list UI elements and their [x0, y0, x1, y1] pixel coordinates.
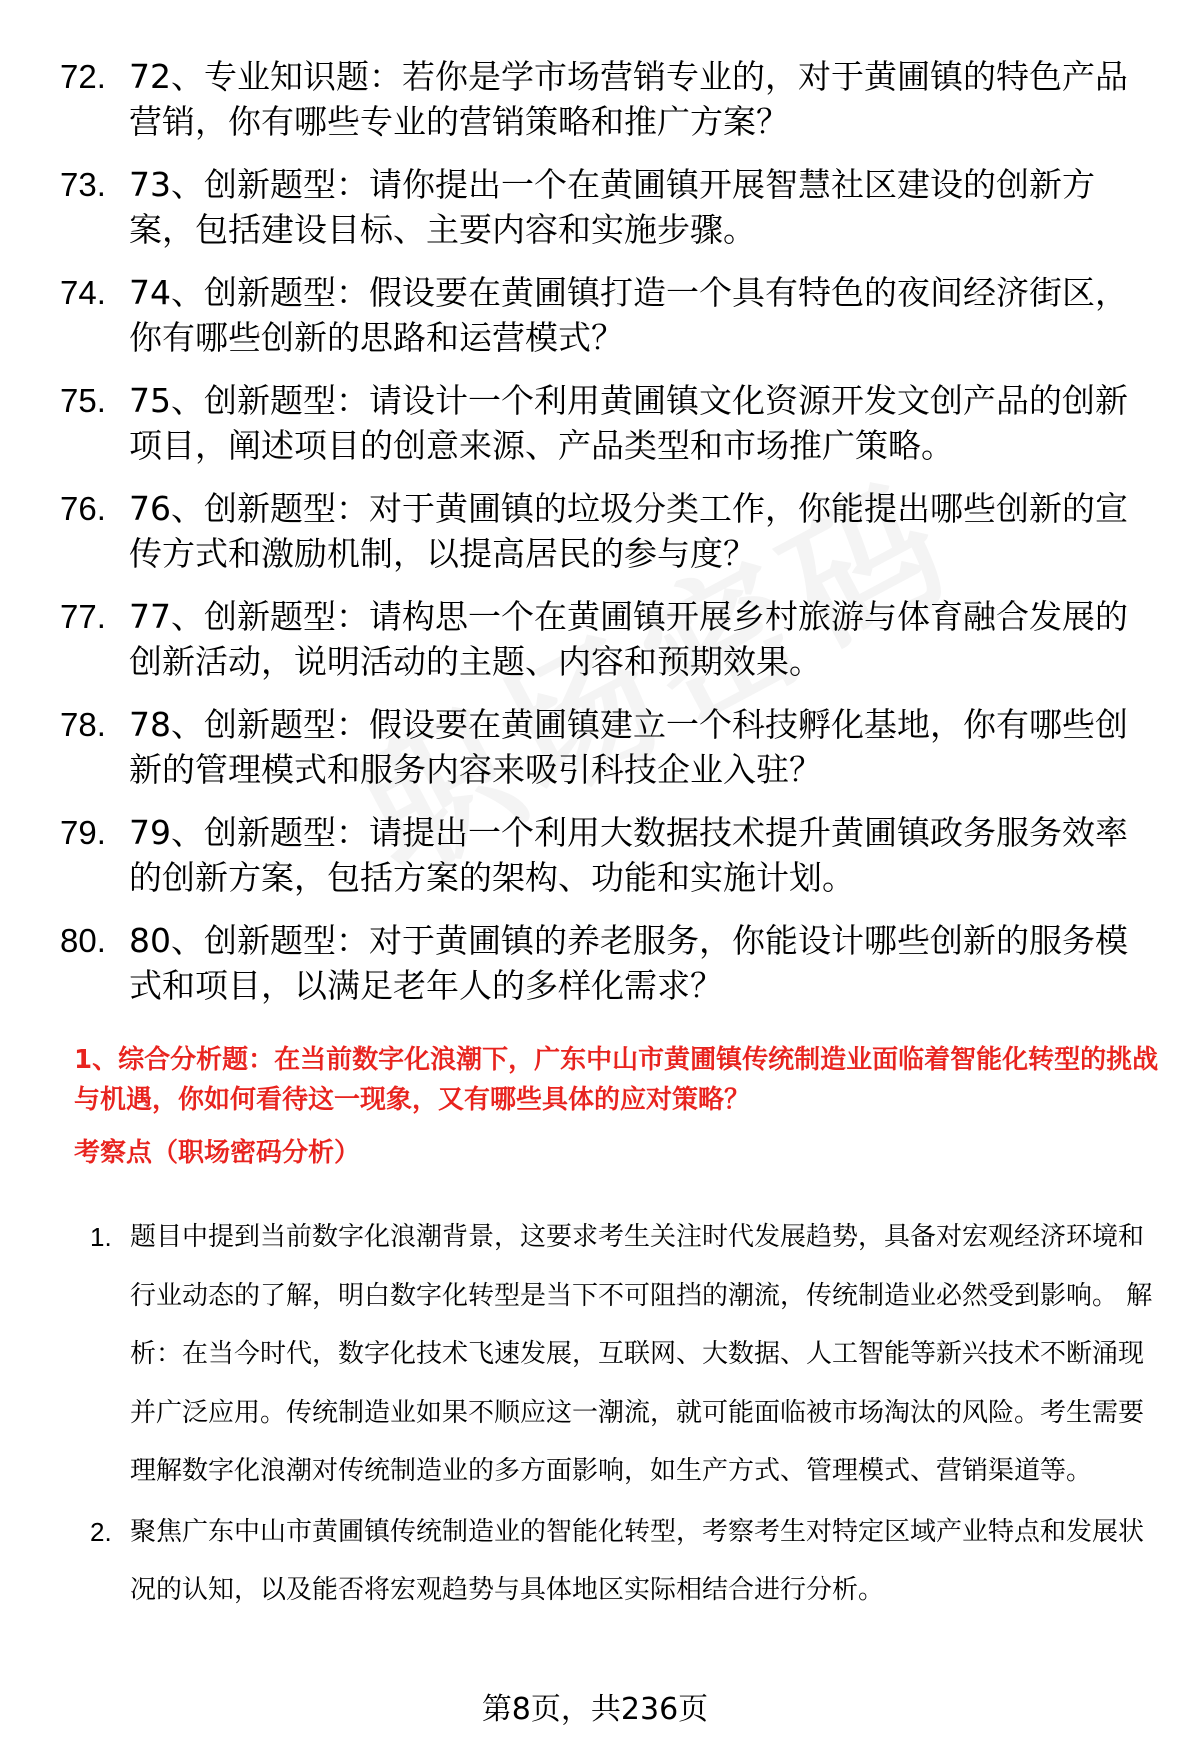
list-item	[60, 162, 1160, 252]
item-number: 77.	[60, 598, 106, 635]
item-text: 聚焦广东中山市黄圃镇传统制造业的智能化转型，考察考生对特定区域产业特点和发展状况的认知，以及能否将宏观趋势与具体地区实际相结合进行分析。	[130, 1516, 1145, 1605]
item-text: 75、创新题型：请设计一个利用黄圃镇文化资源开发文创产品的创新项目，阐述项目的创意来源、产品类型和市场推广策略。	[129, 381, 1128, 465]
list-item	[60, 486, 1160, 576]
item-number: 78.	[60, 706, 106, 743]
item-number: 79.	[60, 814, 106, 851]
list-item	[60, 270, 1160, 360]
list-item	[60, 378, 1160, 468]
list-item	[90, 1503, 1162, 1620]
section-heading: 1、综合分析题：在当前数字化浪潮下，广东中山市黄圃镇传统制造业面临着智能化转型的挑战与机遇，你如何看待这一现象，又有哪些具体的应对策略？	[74, 1045, 1159, 1115]
analysis-list	[90, 1208, 1162, 1622]
item-text: 题目中提到当前数字化浪潮背景，这要求考生关注时代发展趋势，具备对宏观经济环境和行业动态的了解，明白数字化转型是当下不可阻挡的潮流，传统制造业必然受到影响。 解析：在当今时代，数字化技术飞速发展，互联网、大数据、人工智能等新兴技术不断涌现并广泛应用。传统制造业如果不顺应这一潮流，就可能面临被市场淘汰的风险。考生需要理解数字化浪潮对传统制造业的多方面影响，如生产方式、管理模式、营销渠道等。	[130, 1222, 1153, 1486]
list-item	[60, 594, 1160, 684]
item-text: 74、创新题型：假设要在黄圃镇打造一个具有特色的夜间经济街区，你有哪些创新的思路和运营模式？	[129, 273, 1128, 357]
item-number: 80.	[60, 922, 106, 959]
section-subheading: 考察点（职场密码分析）	[74, 1138, 361, 1168]
item-text: 80、创新题型：对于黄圃镇的养老服务，你能设计哪些创新的服务模式和项目，以满足老年人的多样化需求？	[129, 921, 1128, 1005]
list-item	[90, 1208, 1162, 1501]
question-list	[60, 54, 1160, 1026]
item-number: 72.	[60, 58, 106, 95]
list-item	[60, 702, 1160, 792]
list-item	[60, 918, 1160, 1008]
item-number: 73.	[60, 166, 106, 203]
list-item	[60, 810, 1160, 900]
item-number: 1.	[90, 1222, 112, 1252]
item-number: 2.	[90, 1516, 112, 1547]
item-text: 72、专业知识题：若你是学市场营销专业的，对于黄圃镇的特色产品营销，你有哪些专业的营销策略和推广方案？	[129, 57, 1128, 141]
item-text: 77、创新题型：请构思一个在黄圃镇开展乡村旅游与体育融合发展的创新活动，说明活动的主题、内容和预期效果。	[129, 597, 1128, 681]
page-footer: 第8页，共236页	[481, 1692, 709, 1727]
item-text: 73、创新题型：请你提出一个在黄圃镇开展智慧社区建设的创新方案，包括建设目标、主要内容和实施步骤。	[129, 165, 1095, 249]
item-text: 76、创新题型：对于黄圃镇的垃圾分类工作，你能提出哪些创新的宣传方式和激励机制，以提高居民的参与度？	[129, 489, 1128, 573]
item-number: 76.	[60, 490, 106, 527]
item-text: 78、创新题型：假设要在黄圃镇建立一个科技孵化基地，你有哪些创新的管理模式和服务内容来吸引科技企业入驻？	[129, 705, 1128, 789]
item-number: 74.	[60, 274, 106, 311]
item-number: 75.	[60, 382, 106, 419]
item-text: 79、创新题型：请提出一个利用大数据技术提升黄圃镇政务服务效率的创新方案，包括方案的架构、功能和实施计划。	[129, 813, 1128, 897]
list-item	[60, 54, 1160, 144]
